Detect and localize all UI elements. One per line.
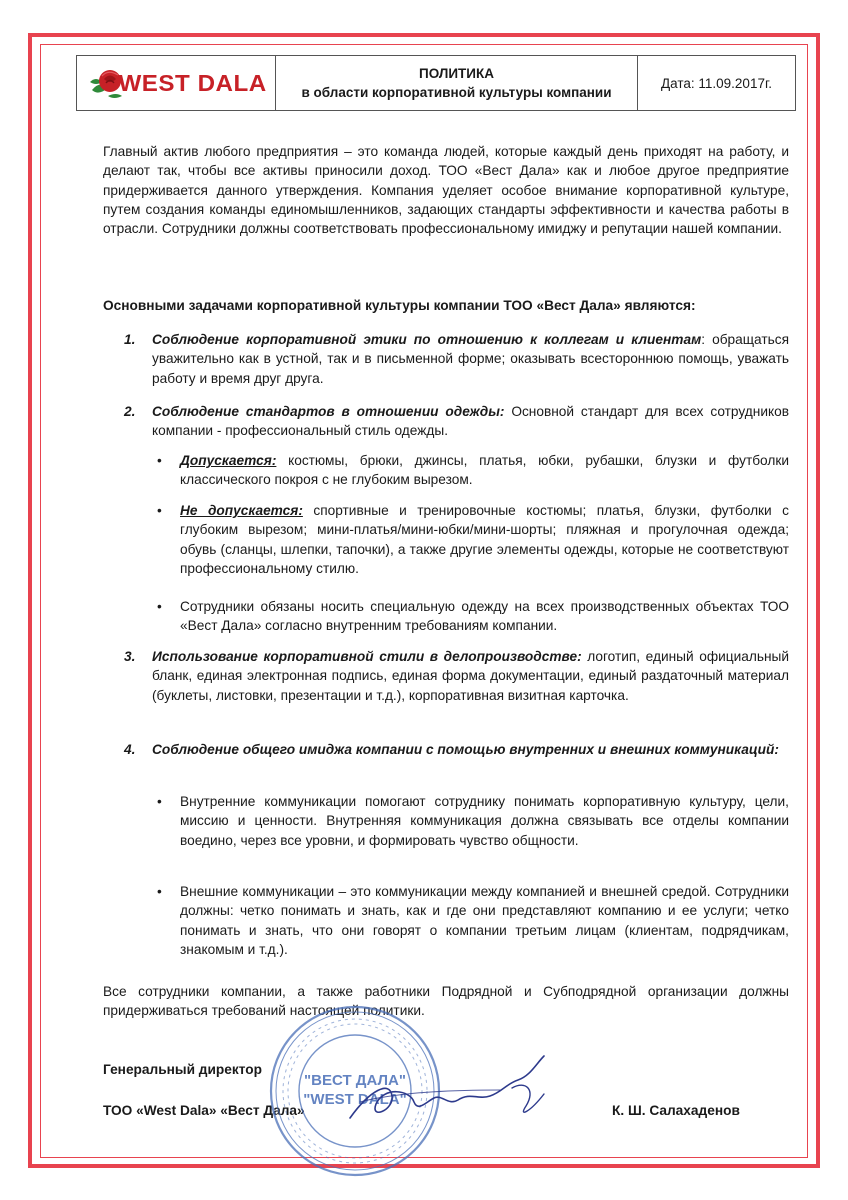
list-item xyxy=(124,402,789,441)
logo-cell xyxy=(77,56,276,110)
bullet-icon: • xyxy=(157,503,162,518)
company-logo xyxy=(88,66,268,100)
stamp-text-en: "WEST DALA" xyxy=(303,1091,407,1108)
bullet-item xyxy=(157,451,789,490)
item-text: Основной стандарт для всех сотрудников компании - профессиональный стиль одежды. xyxy=(152,404,789,439)
bullet-text: костюмы, брюки, джинсы, платья, юбки, рубашки, блузки и футболки классического покроя с не глубоким вырезом. xyxy=(180,453,789,488)
bullet-text: Сотрудники обязаны носить специальную одежду на всех производственных объектах ТОО «Вест Дала» согласно внутренним требованиям компании. xyxy=(180,599,789,634)
item-number: 3. xyxy=(124,649,136,664)
bullet-icon: • xyxy=(157,884,162,899)
title-cell xyxy=(276,56,638,110)
item-heading: Использование корпоративной стили в делопроизводстве: xyxy=(152,649,582,664)
bullet-item xyxy=(157,501,789,578)
bullet-item xyxy=(157,882,789,959)
signatory-organization: ТОО «West Dala» «Вест Дала» xyxy=(103,1103,305,1118)
bullet-text: Внешние коммуникации – это коммуникации между компанией и внешней средой. Сотрудники должны: четко понимать и знать, как и где они представляют компанию и ее услуги; четко понимать и знать, что они говорят о компании третьим лицам (клиентам, подрядчикам, знакомым и т.д.). xyxy=(180,884,789,957)
item-text: логотип, единый официальный бланк, единая электронная подпись, единая форма документации, единый раздаточный материал (буклеты, листовки, презентации и т.д.), корпоративная визитная карточка. xyxy=(152,649,790,703)
list-item xyxy=(124,330,789,388)
document-header xyxy=(76,55,796,111)
bullet-icon: • xyxy=(157,453,162,468)
document-date: Дата: 11.09.2017г. xyxy=(661,75,772,91)
logo-text: WEST DALA xyxy=(118,69,268,96)
item-number: 1. xyxy=(124,332,136,347)
bullet-icon: • xyxy=(157,794,162,809)
item-heading: Соблюдение стандартов в отношении одежды: xyxy=(152,404,505,419)
closing-paragraph: Все сотрудники компании, а также работники Подрядной и Субподрядной организации должны придерживаться требований настоящей политики. xyxy=(103,984,789,1019)
item-text: : обращаться уважительно как в устной, так и в письменной форме; оказывать всестороннюю помощь, уважать работу и время друг друга. xyxy=(152,332,789,386)
document-title: ПОЛИТИКА xyxy=(419,66,494,81)
bullet-item xyxy=(157,792,789,850)
signatory-name: К. Ш. Салахаденов xyxy=(612,1103,740,1118)
bullet-icon: • xyxy=(157,599,162,614)
item-number: 4. xyxy=(124,742,136,757)
stamp-text-ru: "ВЕСТ ДАЛА" xyxy=(304,1072,406,1089)
goals-heading: Основными задачами корпоративной культуры компании ТОО «Вест Дала» являются: xyxy=(103,298,696,313)
bullet-label: Допускается: xyxy=(180,453,277,468)
lead-paragraph: Главный актив любого предприятия – это команда людей, которые каждый день приходят на работу, и делают так, чтобы все активы приносили доход. ТОО «Вест Дала» как и любое другое предприятие придерживается данного утверждения. Компания уделяет особое внимание корпоративной культуре, путем создания команды единомышленников, задающих стандарты эффективности и качества работы в отрасли. Сотрудники должны соответствовать профессиональному имиджу и репутации нашей компании. xyxy=(103,144,789,237)
bullet-text: спортивные и тренировочные костюмы; платья, блузки, футболки с глубоким вырезом; мини-платья/мини-юбки/мини-шорты; пляжная и прогулочная одежда; обувь (сланцы, шлепки, тапочки), а также другие элементы одежды, которые не соответствуют профессиональному стилю. xyxy=(180,503,789,576)
bullet-label: Не допускается: xyxy=(180,503,303,518)
item-heading: Соблюдение общего имиджа компании с помощью внутренних и внешних коммуникаций: xyxy=(152,742,779,757)
item-number: 2. xyxy=(124,404,136,419)
signatory-title: Генеральный директор xyxy=(103,1062,262,1077)
bullet-text: Внутренние коммуникации помогают сотруднику понимать корпоративную культуру, цели, миссию и ценности. Внутренняя коммуникация должна связывать все отделы компании воедино, через все уровни, и формировать чувство общности. xyxy=(180,794,789,848)
list-item xyxy=(124,647,789,705)
bullet-item xyxy=(157,597,789,636)
list-item xyxy=(124,740,789,759)
item-heading: Соблюдение корпоративной этики по отношению к коллегам и клиентам xyxy=(152,332,702,347)
document-subtitle: в области корпоративной культуры компании xyxy=(301,85,612,100)
